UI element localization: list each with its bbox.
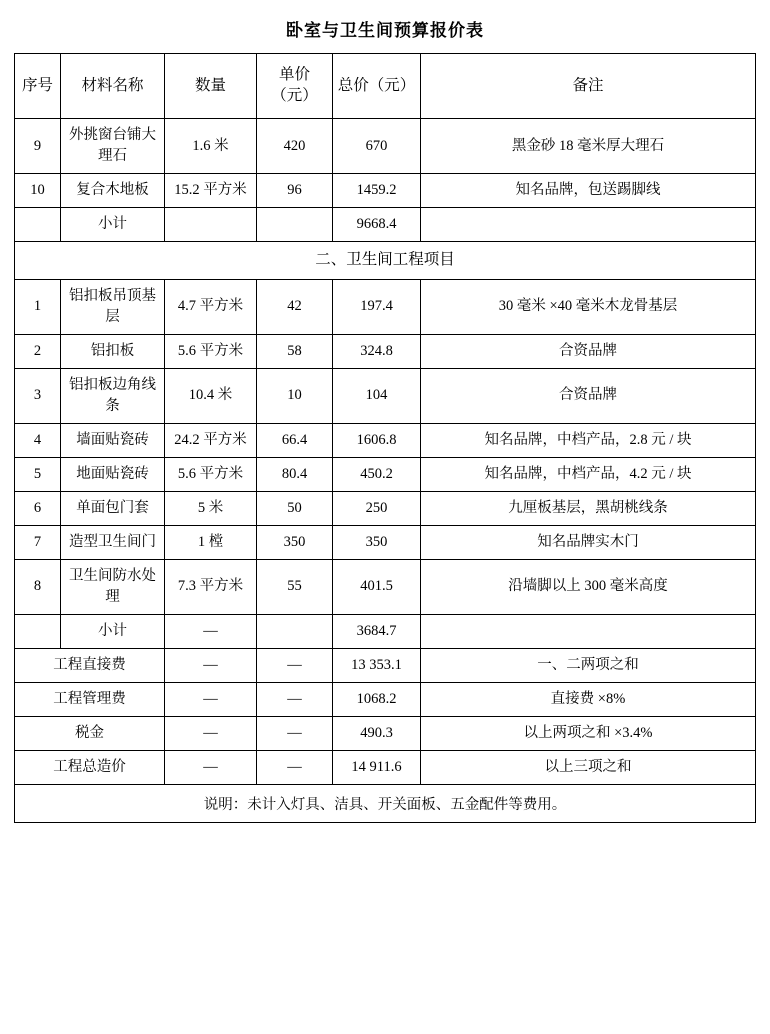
cell-total: 670 xyxy=(333,119,421,174)
summary-row xyxy=(15,682,756,716)
cell-remark: 黑金砂 18 毫米厚大理石 xyxy=(421,119,756,174)
cell-price: 10 xyxy=(257,368,333,423)
cell-remark xyxy=(421,614,756,648)
column-header-name: 材料名称 xyxy=(61,54,165,119)
subtotal-row xyxy=(15,614,756,648)
summary-remark: 直接费 ×8% xyxy=(421,682,756,716)
cell-no: 2 xyxy=(15,334,61,368)
cell-price xyxy=(257,208,333,242)
cell-remark: 合资品牌 xyxy=(421,334,756,368)
cell-qty: 7.3 平方米 xyxy=(165,559,257,614)
cell-price: 80.4 xyxy=(257,457,333,491)
cell-no: 7 xyxy=(15,525,61,559)
cell-name: 铝扣板 xyxy=(61,334,165,368)
cell-total: 450.2 xyxy=(333,457,421,491)
summary-remark: 一、二两项之和 xyxy=(421,648,756,682)
page-title: 卧室与卫生间预算报价表 xyxy=(286,21,484,40)
summary-price: — xyxy=(257,716,333,750)
summary-label: 税金 xyxy=(15,716,165,750)
table-row xyxy=(15,368,756,423)
cell-total: 250 xyxy=(333,491,421,525)
column-header-total: 总价（元） xyxy=(333,54,421,119)
cell-remark: 沿墙脚以上 300 毫米高度 xyxy=(421,559,756,614)
cell-name: 卫生间防水处理 xyxy=(61,559,165,614)
table-row xyxy=(15,423,756,457)
cell-price xyxy=(257,614,333,648)
cell-no: 8 xyxy=(15,559,61,614)
cell-name: 外挑窗台铺大理石 xyxy=(61,119,165,174)
cell-total: 350 xyxy=(333,525,421,559)
table-row xyxy=(15,334,756,368)
cell-qty xyxy=(165,208,257,242)
cell-total: 3684.7 xyxy=(333,614,421,648)
cell-name: 复合木地板 xyxy=(61,174,165,208)
cell-total: 197.4 xyxy=(333,279,421,334)
cell-name: 铝扣板吊顶基层 xyxy=(61,279,165,334)
cell-qty: 24.2 平方米 xyxy=(165,423,257,457)
table-body xyxy=(15,119,756,785)
cell-remark: 30 毫米 ×40 毫米木龙骨基层 xyxy=(421,279,756,334)
cell-remark: 合资品牌 xyxy=(421,368,756,423)
cell-total: 1459.2 xyxy=(333,174,421,208)
cell-qty: 10.4 米 xyxy=(165,368,257,423)
cell-qty: 1 樘 xyxy=(165,525,257,559)
cell-name: 造型卫生间门 xyxy=(61,525,165,559)
cell-price: 50 xyxy=(257,491,333,525)
cell-no xyxy=(15,614,61,648)
cell-remark xyxy=(421,208,756,242)
cell-price: 66.4 xyxy=(257,423,333,457)
summary-row xyxy=(15,750,756,784)
cell-name: 小计 xyxy=(61,208,165,242)
summary-label: 工程管理费 xyxy=(15,682,165,716)
summary-row xyxy=(15,716,756,750)
summary-total: 490.3 xyxy=(333,716,421,750)
summary-total: 13 353.1 xyxy=(333,648,421,682)
cell-qty: 1.6 米 xyxy=(165,119,257,174)
cell-remark: 知名品牌，中档产品，2.8 元 / 块 xyxy=(421,423,756,457)
table-row xyxy=(15,525,756,559)
summary-qty: — xyxy=(165,648,257,682)
section-label: 二、卫生间工程项目 xyxy=(15,242,756,279)
cell-no: 6 xyxy=(15,491,61,525)
summary-qty: — xyxy=(165,682,257,716)
summary-label: 工程总造价 xyxy=(15,750,165,784)
cell-remark: 九厘板基层，黑胡桃线条 xyxy=(421,491,756,525)
summary-price: — xyxy=(257,750,333,784)
column-header-price xyxy=(257,54,333,119)
cell-price: 420 xyxy=(257,119,333,174)
cell-qty: 15.2 平方米 xyxy=(165,174,257,208)
cell-total: 104 xyxy=(333,368,421,423)
summary-remark: 以上两项之和 ×3.4% xyxy=(421,716,756,750)
column-header-qty: 数量 xyxy=(165,54,257,119)
cell-remark: 知名品牌实木门 xyxy=(421,525,756,559)
cell-no: 10 xyxy=(15,174,61,208)
cell-remark: 知名品牌，包送踢脚线 xyxy=(421,174,756,208)
table-note: 说明：未计入灯具、洁具、开关面板、五金配件等费用。 xyxy=(14,785,756,823)
column-header-remark: 备注 xyxy=(421,54,756,119)
summary-qty: — xyxy=(165,750,257,784)
table-header-row xyxy=(15,54,756,119)
table-row xyxy=(15,559,756,614)
cell-price: 55 xyxy=(257,559,333,614)
summary-row xyxy=(15,648,756,682)
section-row xyxy=(15,242,756,279)
cell-name: 地面贴瓷砖 xyxy=(61,457,165,491)
table-row xyxy=(15,457,756,491)
column-header-price-line1: 单价 xyxy=(278,66,310,84)
cell-qty: 5.6 平方米 xyxy=(165,457,257,491)
cell-total: 1606.8 xyxy=(333,423,421,457)
budget-table xyxy=(14,53,756,785)
cell-no: 3 xyxy=(15,368,61,423)
column-header-price-line2: （元） xyxy=(271,87,318,104)
cell-no: 4 xyxy=(15,423,61,457)
cell-qty: 5.6 平方米 xyxy=(165,334,257,368)
summary-total: 1068.2 xyxy=(333,682,421,716)
cell-no: 5 xyxy=(15,457,61,491)
cell-total: 324.8 xyxy=(333,334,421,368)
cell-name: 小计 xyxy=(61,614,165,648)
cell-no: 9 xyxy=(15,119,61,174)
summary-qty: — xyxy=(165,716,257,750)
table-row xyxy=(15,174,756,208)
cell-name: 墙面贴瓷砖 xyxy=(61,423,165,457)
summary-label: 工程直接费 xyxy=(15,648,165,682)
summary-price: — xyxy=(257,682,333,716)
summary-price: — xyxy=(257,648,333,682)
cell-remark: 知名品牌，中档产品，4.2 元 / 块 xyxy=(421,457,756,491)
summary-total: 14 911.6 xyxy=(333,750,421,784)
cell-price: 58 xyxy=(257,334,333,368)
cell-name: 单面包门套 xyxy=(61,491,165,525)
subtotal-row xyxy=(15,208,756,242)
table-row xyxy=(15,119,756,174)
cell-qty: — xyxy=(165,614,257,648)
table-row xyxy=(15,279,756,334)
cell-price: 350 xyxy=(257,525,333,559)
cell-total: 401.5 xyxy=(333,559,421,614)
table-row xyxy=(15,491,756,525)
cell-total: 9668.4 xyxy=(333,208,421,242)
cell-price: 96 xyxy=(257,174,333,208)
cell-name: 铝扣板边角线条 xyxy=(61,368,165,423)
cell-qty: 4.7 平方米 xyxy=(165,279,257,334)
cell-no xyxy=(15,208,61,242)
column-header-no: 序号 xyxy=(15,54,61,119)
cell-qty: 5 米 xyxy=(165,491,257,525)
cell-no: 1 xyxy=(15,279,61,334)
cell-price: 42 xyxy=(257,279,333,334)
summary-remark: 以上三项之和 xyxy=(421,750,756,784)
